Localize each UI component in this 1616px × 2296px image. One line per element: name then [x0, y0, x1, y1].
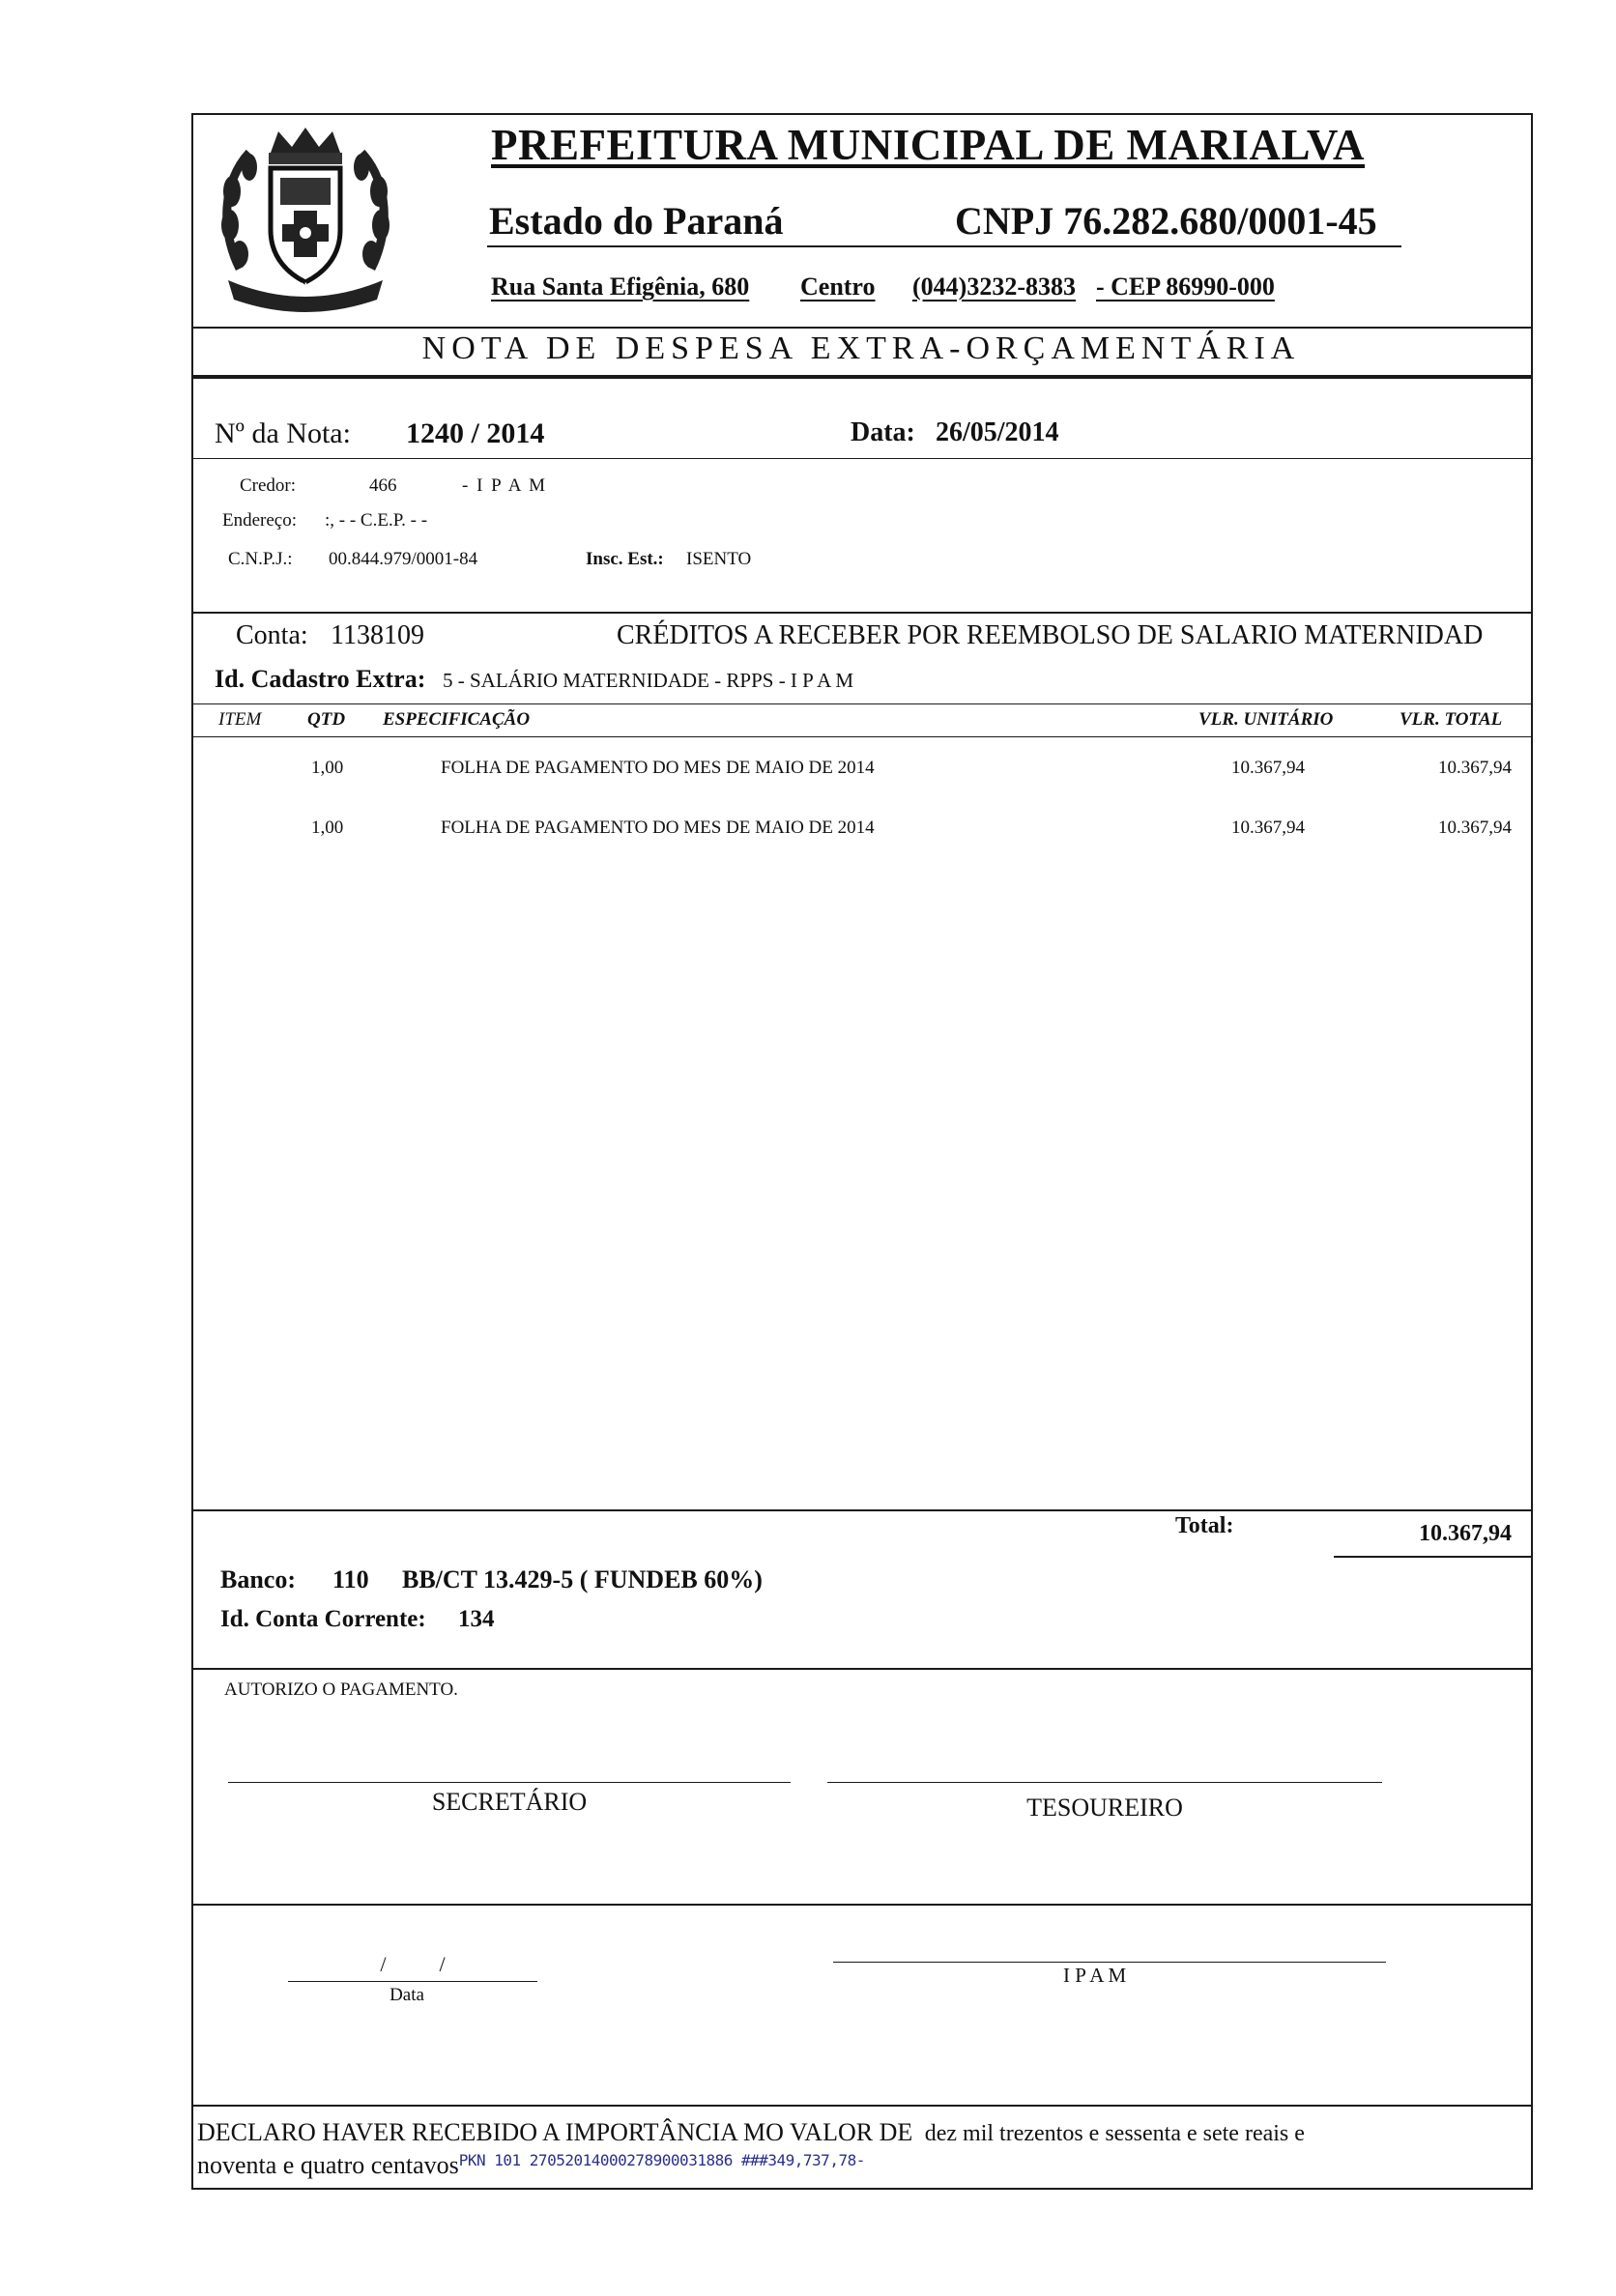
creditor-cnpj-value: 00.844.979/0001-84	[329, 549, 478, 569]
table-row-spec: FOLHA DE PAGAMENTO DO MES DE MAIO DE 2014	[441, 758, 875, 778]
tesoureiro-label: TESOUREIRO	[1026, 1794, 1183, 1822]
cadastro-value: 5 - SALÁRIO MATERNIDADE - RPPS - I P A M	[443, 669, 854, 692]
divider-table-header	[191, 736, 1531, 737]
conta-description: CRÉDITOS A RECEBER POR REEMBOLSO DE SALARIO MATERNIDAD	[617, 620, 1484, 650]
table-row-total: 10.367,94	[1438, 818, 1512, 838]
document-title: NOTA DE DESPESA EXTRA-ORÇAMENTÁRIA	[421, 330, 1301, 366]
conta-value: 1138109	[331, 620, 424, 650]
table-row-qtd: 1,00	[311, 758, 344, 778]
table-row-unit: 10.367,94	[1231, 758, 1305, 778]
state-name: Estado do Paraná	[489, 199, 784, 243]
cadastro-label: Id. Cadastro Extra:	[215, 665, 426, 693]
col-header-item: ITEM	[218, 709, 262, 730]
banco-description: BB/CT 13.429-5 ( FUNDEB 60%)	[402, 1565, 763, 1593]
total-value: 10.367,94	[1419, 1521, 1512, 1546]
conta-label: Conta:	[236, 620, 308, 650]
insc-est-value: ISENTO	[686, 549, 752, 569]
col-header-unit: VLR. UNITÁRIO	[1198, 709, 1334, 730]
divider-bank	[191, 1668, 1531, 1670]
table-row-total: 10.367,94	[1438, 758, 1512, 778]
table-row-spec: FOLHA DE PAGAMENTO DO MES DE MAIO DE 2014	[441, 818, 875, 838]
secretario-signature-line	[228, 1782, 791, 1783]
credor-name: - I P A M	[462, 475, 548, 496]
divider-title-bottom	[191, 375, 1531, 379]
divider-table-top	[191, 703, 1531, 704]
total-label: Total:	[1175, 1513, 1234, 1538]
table-row-unit: 10.367,94	[1231, 818, 1305, 838]
seal-ribbon-text: MARIALVA	[279, 281, 335, 293]
divider-nota	[191, 458, 1531, 459]
receipt-date-label: Data	[390, 1985, 424, 2005]
table-row-qtd: 1,00	[311, 818, 344, 838]
divider-title-top	[191, 327, 1531, 329]
divider-creditor	[191, 612, 1531, 614]
endereco-label: Endereço:	[222, 510, 298, 531]
receipt-signatory: I P A M	[1063, 1964, 1127, 1987]
conta-corrente-label: Id. Conta Corrente:	[220, 1606, 426, 1632]
nota-date-label: Data:	[851, 417, 915, 447]
divider-authorization	[191, 1904, 1531, 1906]
address-street: Rua Santa Efigênia, 680	[491, 273, 750, 301]
nota-number-label: Nº da Nota:	[215, 417, 351, 449]
authentication-stamp: PKN 101 27052014000278900031886 ###349,737,78-	[458, 2151, 865, 2169]
address-district: Centro	[800, 273, 876, 301]
tesoureiro-signature-line	[827, 1782, 1382, 1783]
declaration-amount-part1: dez mil trezentos e sessenta e sete reais e	[924, 2121, 1305, 2146]
insc-est-label: Insc. Est.:	[586, 549, 664, 569]
authorization-text: AUTORIZO O PAGAMENTO.	[224, 1679, 458, 1700]
declaration-line2	[197, 2151, 865, 2180]
address-cep: - CEP 86990-000	[1096, 273, 1275, 301]
cnpj-header: CNPJ 76.282.680/0001-45	[955, 199, 1377, 243]
declaration-line1	[197, 2118, 1305, 2147]
endereco-value: :, - - C.E.P. - -	[325, 510, 428, 531]
conta-corrente-value: 134	[458, 1606, 495, 1632]
receipt-date-line	[288, 1981, 537, 1982]
credor-label: Credor:	[240, 475, 297, 496]
declaration-prefix: DECLARO HAVER RECEBIDO A IMPORTÂNCIA MO VALOR DE	[197, 2118, 913, 2146]
creditor-cnpj-label: C.N.P.J.:	[228, 549, 293, 569]
receipt-signature-line	[833, 1962, 1386, 1963]
declaration-amount-part2: noventa e quatro centavos	[197, 2151, 459, 2179]
col-header-spec: ESPECIFICAÇÃO	[383, 709, 531, 730]
receipt-date-slashes: / /	[380, 1952, 446, 1976]
nota-number-value: 1240 / 2014	[406, 417, 545, 449]
col-header-total: VLR. TOTAL	[1400, 709, 1503, 730]
col-header-qtd: QTD	[307, 709, 346, 730]
address-phone: (044)3232-8383	[912, 273, 1076, 301]
nota-date-value: 26/05/2014	[936, 417, 1059, 447]
divider-receipt	[191, 2105, 1531, 2107]
total-underline	[1334, 1556, 1531, 1558]
credor-code: 466	[369, 475, 397, 496]
secretario-label: SECRETÁRIO	[431, 1788, 588, 1816]
municipal-seal	[211, 124, 400, 313]
municipality-title: PREFEITURA MUNICIPAL DE MARIALVA	[491, 121, 1366, 169]
divider-table-bottom	[191, 1509, 1531, 1511]
banco-code: 110	[332, 1565, 369, 1593]
state-underline	[487, 245, 1401, 247]
banco-label: Banco:	[220, 1565, 296, 1593]
